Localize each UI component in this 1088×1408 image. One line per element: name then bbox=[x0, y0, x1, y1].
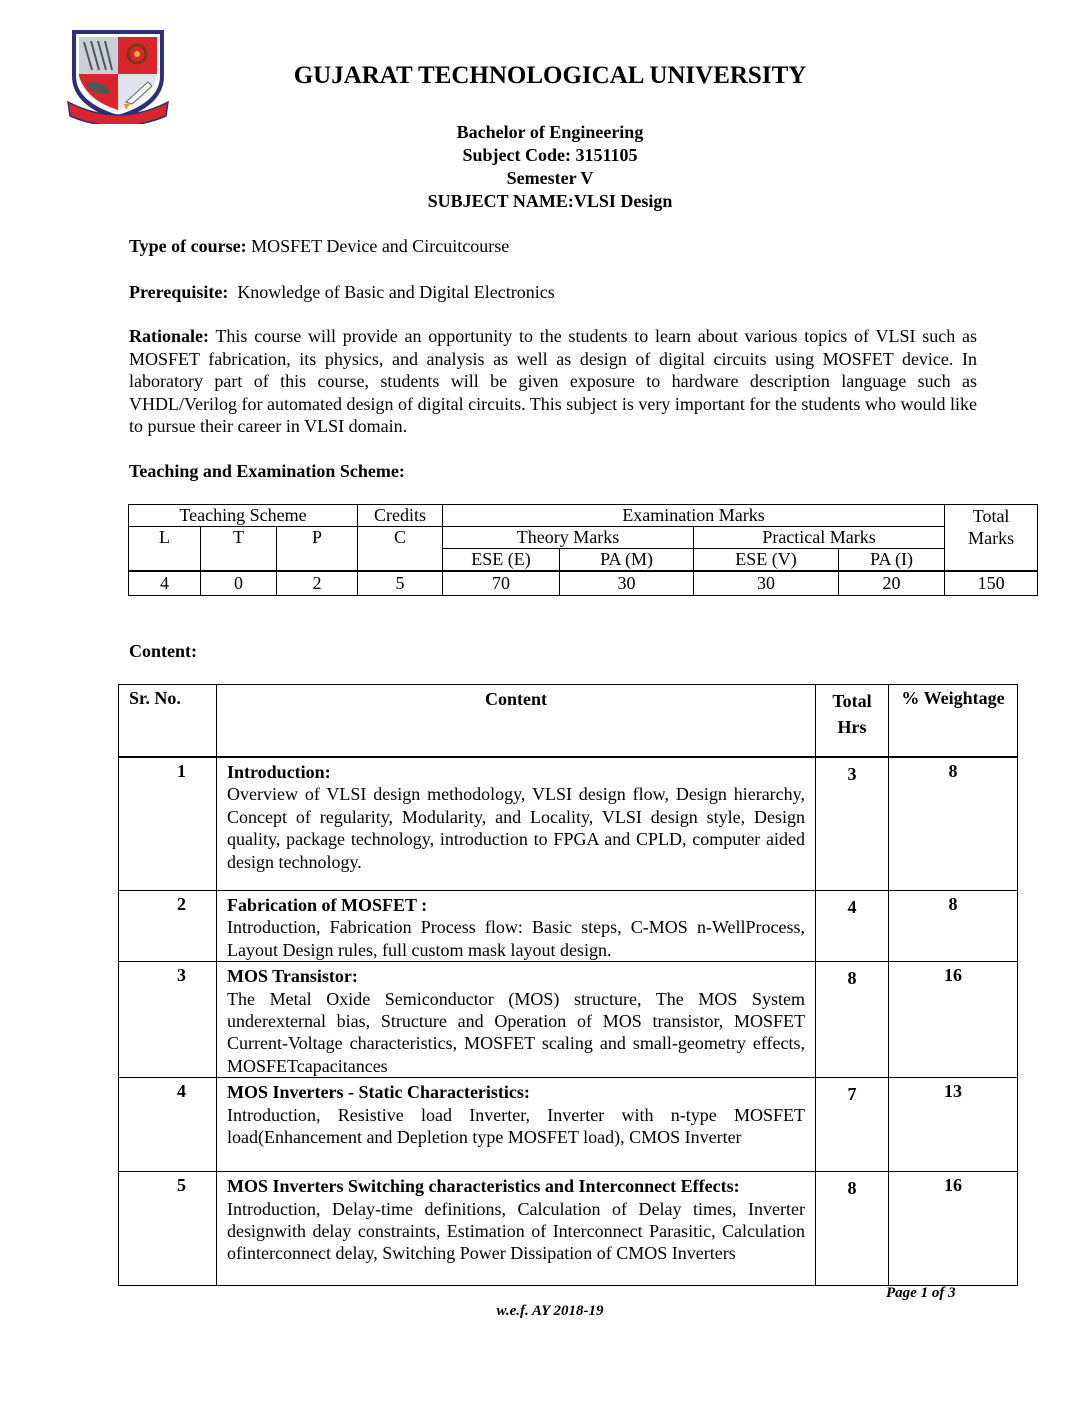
rationale-text: This course will provide an opportunity to the students to learn about various topics of VLSI such as MOSFET fabrication, its physics, and analysis as well as design of digital circuits using MOSFET device. In laboratory part of this course, students will be given exposure to hardware description language such as VHDL/Verilog for automated design of digital circuits. This subject is very important for the students who would like to pursue their career in VLSI domain. bbox=[129, 326, 977, 437]
row-hrs: 8 bbox=[816, 962, 889, 1078]
row-content bbox=[217, 1078, 816, 1172]
row-weight: 16 bbox=[889, 962, 1018, 1078]
p-value: 2 bbox=[277, 571, 358, 596]
col-total-hrs-l2: Hrs bbox=[837, 717, 867, 737]
scheme-table bbox=[128, 504, 1038, 596]
content-heading: Content: bbox=[129, 641, 197, 661]
row-content bbox=[217, 757, 816, 891]
l-header: L bbox=[129, 527, 201, 572]
row-sr: 2 bbox=[119, 891, 217, 962]
content-table bbox=[118, 684, 1018, 1286]
c-header: C bbox=[358, 527, 443, 572]
t-header: T bbox=[201, 527, 277, 572]
exam-marks-header: Examination Marks bbox=[443, 505, 945, 527]
row-topic: MOS Transistor: bbox=[227, 966, 358, 987]
pa-i-header: PA (I) bbox=[839, 549, 945, 572]
type-of-course-label: Type of course: bbox=[129, 236, 247, 256]
row-content bbox=[217, 962, 816, 1078]
row-topic: MOS Inverters Switching characteristics and Interconnect Effects: bbox=[227, 1176, 740, 1197]
rationale bbox=[129, 325, 977, 438]
table-row bbox=[119, 962, 1018, 1078]
row-sr: 4 bbox=[119, 1078, 217, 1172]
ese-e-value: 70 bbox=[443, 571, 560, 596]
type-of-course bbox=[129, 235, 509, 257]
rationale-label: Rationale: bbox=[129, 326, 209, 346]
scheme-heading: Teaching and Examination Scheme: bbox=[129, 461, 405, 481]
ese-v-value: 30 bbox=[694, 571, 839, 596]
total-marks-header bbox=[945, 505, 1038, 572]
total-marks-l1: Total bbox=[972, 506, 1010, 526]
table-row bbox=[119, 891, 1018, 962]
row-sr: 1 bbox=[119, 757, 217, 891]
col-content: Content bbox=[217, 685, 816, 758]
row-weight: 16 bbox=[889, 1172, 1018, 1286]
prerequisite-value: Knowledge of Basic and Digital Electronics bbox=[228, 282, 555, 302]
row-topic: Introduction: bbox=[227, 762, 331, 782]
c-value: 5 bbox=[358, 571, 443, 596]
row-text: Overview of VLSI design methodology, VLSI design flow, Design hierarchy, Concept of regularity, Modularity, and Locality, VLSI design style, Design quality, package technology, introduction to FPGA and CPLD, computer aided design technology. bbox=[227, 784, 805, 872]
practical-marks-header: Practical Marks bbox=[694, 527, 945, 549]
subject-code: Subject Code: 3151105 bbox=[462, 145, 638, 165]
col-sr-no: Sr. No. bbox=[119, 685, 217, 758]
row-content bbox=[217, 891, 816, 962]
row-weight: 8 bbox=[889, 891, 1018, 962]
row-hrs: 4 bbox=[816, 891, 889, 962]
t-value: 0 bbox=[201, 571, 277, 596]
row-topic: Fabrication of MOSFET : bbox=[227, 895, 428, 915]
type-of-course-value: MOSFET Device and Circuitcourse bbox=[246, 236, 510, 256]
row-weight: 13 bbox=[889, 1078, 1018, 1172]
col-total-hrs bbox=[816, 685, 889, 758]
ese-e-header: ESE (E) bbox=[443, 549, 560, 572]
p-header: P bbox=[277, 527, 358, 572]
credits-header: Credits bbox=[358, 505, 443, 527]
prerequisite bbox=[129, 281, 555, 303]
row-sr: 3 bbox=[119, 962, 217, 1078]
page-number: Page 1 of 3 bbox=[886, 1285, 956, 1301]
prerequisite-label: Prerequisite: bbox=[129, 282, 229, 302]
theory-marks-header: Theory Marks bbox=[443, 527, 694, 549]
pa-m-value: 30 bbox=[560, 571, 694, 596]
university-name: GUJARAT TECHNOLOGICAL UNIVERSITY bbox=[293, 62, 807, 89]
row-weight: 8 bbox=[889, 757, 1018, 891]
pa-i-value: 20 bbox=[839, 571, 945, 596]
col-weightage: % Weightage bbox=[889, 685, 1018, 758]
teaching-scheme-header: Teaching Scheme bbox=[129, 505, 358, 527]
table-row bbox=[119, 757, 1018, 891]
row-topic: MOS Inverters - Static Characteristics: bbox=[227, 1082, 530, 1103]
row-hrs: 8 bbox=[816, 1172, 889, 1286]
total-value: 150 bbox=[945, 571, 1038, 596]
table-row bbox=[119, 1172, 1018, 1286]
subject-name: SUBJECT NAME:VLSI Design bbox=[427, 191, 673, 211]
row-hrs: 7 bbox=[816, 1078, 889, 1172]
total-marks-l2: Marks bbox=[968, 528, 1015, 548]
row-text: Introduction, Delay-time definitions, Calculation of Delay times, Inverter designwith delay constraints, Estimation of Interconnect Parasitic, Calculation ofinterconnect delay, Switching Power Dissipation of CMOS Inverters bbox=[227, 1198, 805, 1264]
row-sr: 5 bbox=[119, 1172, 217, 1286]
wef-label: w.e.f. AY 2018-19 bbox=[496, 1303, 604, 1319]
table-row bbox=[119, 1078, 1018, 1172]
col-total-hrs-l1: Total bbox=[832, 691, 872, 711]
row-text: Introduction, Fabrication Process flow: Basic steps, C-MOS n-WellProcess, Layout Design rules, full custom mask layout design. bbox=[227, 917, 805, 960]
row-content bbox=[217, 1172, 816, 1286]
row-text: Introduction, Resistive load Inverter, Inverter with n-type MOSFET load(Enhancement and Depletion type MOSFET load), CMOS Inverter bbox=[227, 1104, 805, 1148]
ese-v-header: ESE (V) bbox=[694, 549, 839, 572]
row-hrs: 3 bbox=[816, 757, 889, 891]
degree-label: Bachelor of Engineering bbox=[456, 122, 644, 142]
semester-label: Semester V bbox=[506, 168, 594, 188]
row-text: The Metal Oxide Semiconductor (MOS) structure, The MOS System underexternal bias, Structure and Operation of MOS transistor, MOSFET Current-Voltage characteristics, MOSFET scaling and small-geometry effects, MOSFETcapacitances bbox=[227, 988, 805, 1076]
pa-m-header: PA (M) bbox=[560, 549, 694, 572]
l-value: 4 bbox=[129, 571, 201, 596]
